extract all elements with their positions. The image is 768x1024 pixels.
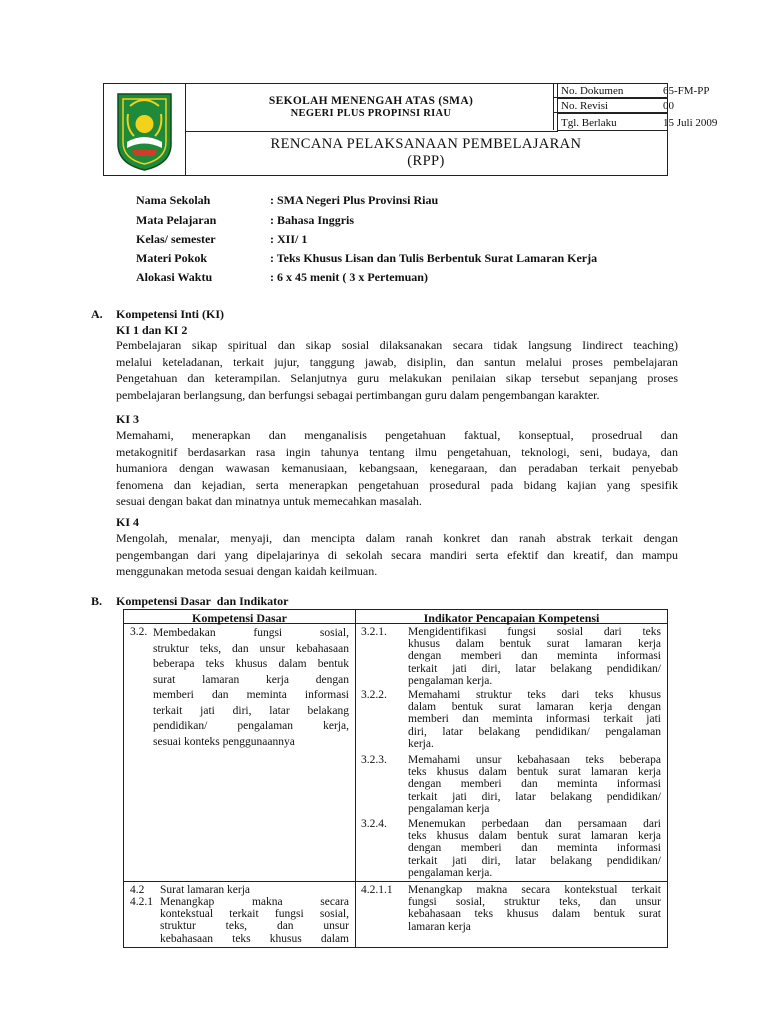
identity-label: Materi Pokok: [136, 251, 207, 265]
kd-line: kebahasaan teks khusus dalam: [160, 932, 349, 945]
paragraph-line: metakognitif berdasarkan rasa ingin tahunya tentang ilmu pengetahuan, teknologi, seni, budaya, dan: [116, 444, 678, 459]
section-b-letter: B.: [91, 594, 103, 608]
identity-value: : 6 x 45 menit ( 3 x Pertemuan): [270, 270, 428, 284]
paragraph-line: Memahami, menerapkan dan menganalisis pengetahuan faktual, konseptual, prosedrual dan: [116, 428, 678, 442]
meta-divider-row: [554, 83, 668, 98]
meta-label: No. Revisi: [561, 100, 609, 112]
identity-label: Nama Sekolah: [136, 193, 211, 207]
identity-row: [136, 251, 696, 271]
indicator-line: diri, latar belakang pendidikan/ pengalaman: [408, 725, 661, 738]
paragraph-line: menggunakan metoda sesuai dengan kaidah keilmuan.: [116, 564, 378, 578]
identity-row: [136, 232, 696, 252]
meta-divider-row: [554, 98, 668, 113]
kd-line: surat lamaran kerja dengan: [153, 673, 349, 686]
kd-number: 4.2.1: [130, 896, 153, 908]
identity-label: Alokasi Waktu: [136, 270, 213, 284]
indicator-line: dengan memberi dan meminta informasi: [408, 778, 661, 791]
meta-label: Tgl. Berlaku: [561, 117, 617, 129]
indicator-line: terkait jati diri, latar belakang pendidikan/: [408, 662, 661, 675]
paragraph-line: humaniora dengan wawasan kemanusiaan, kebangsaan, kenegaraan, dan peradaban terkait penyebab: [116, 461, 678, 475]
table-header-indikator: Indikator Pencapaian Kompetensi: [423, 611, 600, 625]
indicator-line: fungsi sosial, struktur teks, dan unsur: [408, 896, 661, 909]
section-a-letter: A.: [91, 307, 103, 321]
indicator-line: memberi dan meminta informasi terkait jati: [408, 713, 661, 726]
indicator-line: kebahasaan teks khusus dalam bentuk surat: [408, 908, 661, 921]
school-name-cell: [185, 84, 558, 132]
document-title: RENCANA PELAKSANAAN PEMBELAJARAN: [270, 136, 582, 152]
indicator-line: dengan memberi dan meminta informasi: [408, 650, 661, 663]
indicator-text: [408, 754, 661, 815]
meta-value: 00: [663, 100, 674, 112]
kd-line: memberi dan meminta informasi: [153, 689, 349, 701]
section-a-title: Kompetensi Inti (KI): [116, 307, 224, 321]
ki12-title: KI 1 dan KI 2: [116, 323, 188, 337]
kd-number: 4.2: [130, 884, 145, 896]
indicator-line: Memahami unsur kebahasaan teks beberapa: [408, 754, 661, 766]
indicator-line: terkait jati diri, latar belakang pendidikan/: [408, 854, 661, 867]
indicator-number: 4.2.1.1: [361, 884, 393, 896]
identity-row: [136, 213, 696, 233]
meta-label: No. Dokumen: [561, 85, 624, 97]
paragraph-line: pembelajaran berlangsung, dan berfungsi sebagai pertimbangan guru dalam pengembangan karakter.: [116, 387, 600, 402]
identity-value: : SMA Negeri Plus Provinsi Riau: [270, 193, 439, 207]
indicator-line: Menemukan perbedaan dan persamaan dari: [408, 818, 661, 830]
paragraph-line: melalui keteladanan, terkait jujur, tanggung jawab, disiplin, dan santun melalui proses pembelajaran: [116, 354, 678, 369]
ki12-paragraph: [116, 337, 678, 403]
kd-line: kontekstual terkait fungsi sosial,: [160, 908, 349, 921]
indicator-text: [408, 818, 661, 879]
meta-row-berlaku: [557, 114, 718, 131]
kd-line: struktur teks, dan unsur: [160, 920, 349, 933]
indicator-line: khusus dalam bentuk surat lamaran kerja: [408, 638, 661, 651]
kd-text: [160, 896, 349, 945]
ki3-title: KI 3: [116, 412, 140, 426]
indicator-number: 3.2.1.: [361, 626, 387, 638]
riau-emblem-logo: [104, 84, 185, 175]
ki4-title: KI 4: [116, 515, 140, 529]
kd-line: terkait jati diri, latar belakang: [153, 704, 349, 717]
indicator-line: pengalaman kerja.: [408, 866, 493, 879]
paragraph-line: pengembangan dari yang dipelajarinya di sekolah secara mandiri serta efektif dan kreatif, dan mampu: [116, 547, 678, 562]
meta-value: 65-FM-PP: [663, 85, 710, 97]
identity-label: Mata Pelajaran: [136, 213, 217, 227]
paragraph-line: Pembelajaran sikap spiritual dan sikap sosial dilaksanakan secara tidak langsung Iindirect teaching): [116, 338, 678, 352]
logo-cell: [104, 84, 186, 175]
indicator-line: pengalaman kerja: [408, 802, 490, 815]
kd-line: beberapa teks khusus dalam bentuk: [153, 658, 349, 670]
indicator-line: dengan memberi dan meminta informasi: [408, 842, 661, 855]
identity-label: Kelas/ semester: [136, 232, 216, 246]
indicator-line: pengalaman kerja.: [408, 674, 493, 687]
indicator-line: terkait jati diri, latar belakang pendidikan/: [408, 790, 661, 803]
ki4-paragraph: [116, 530, 678, 580]
kd-line: struktur teks, dan unsur kebahasaan: [153, 642, 349, 655]
school-name-line1: SEKOLAH MENENGAH ATAS (SMA): [268, 95, 474, 107]
document-title-cell: [185, 131, 667, 175]
kd-number: 3.2.: [130, 626, 148, 638]
table-header-kd: Kompetensi Dasar: [192, 611, 287, 625]
indicator-line: lamaran kerja: [408, 920, 471, 933]
identity-value: : XII/ 1: [270, 232, 308, 246]
indicator-number: 3.2.3.: [361, 754, 387, 766]
document-subtitle: (RPP): [407, 153, 445, 169]
kd-line: pendidikan/ pengalaman kerja,: [153, 720, 349, 732]
identity-row: [136, 270, 696, 290]
indicator-text: [408, 689, 661, 750]
indicator-text: [408, 884, 661, 933]
table-row-divider: [124, 881, 667, 882]
indicator-line: teks khusus dalam bentuk surat lamaran kerja: [408, 830, 661, 843]
table-column-divider: [355, 610, 356, 947]
school-name-line2: NEGERI PLUS PROPINSI RIAU: [290, 108, 452, 119]
indicator-text: [408, 626, 661, 687]
kd-text: [153, 626, 349, 750]
kd-text: Surat lamaran kerja: [160, 884, 251, 896]
indicator-line: dalam bentuk surat lamaran kerja dengan: [408, 701, 661, 714]
identity-value: : Bahasa Inggris: [270, 213, 355, 227]
indicator-line: Mengidentifikasi fungsi sosial dari teks: [408, 626, 661, 638]
identity-value: : Teks Khusus Lisan dan Tulis Berbentuk Surat Lamaran Kerja: [270, 251, 598, 265]
paragraph-line: sesuai dengan bakat dan minatnya untuk memecahkan masalah.: [116, 494, 422, 508]
identity-row: [136, 193, 696, 213]
indicator-line: Menangkap makna secara kontekstual terkait: [408, 884, 661, 896]
meta-value: 15 Juli 2009: [663, 117, 718, 129]
ki3-paragraph: [116, 427, 678, 510]
kd-line: Membedakan fungsi sosial,: [153, 627, 349, 639]
indicator-line: kerja.: [408, 737, 434, 750]
competency-table: [123, 609, 668, 948]
indicator-number: 3.2.2.: [361, 689, 387, 701]
paragraph-line: fenomena dan kejadian, serta menerapkan pengetahuan prosedural pada bidang kajian yang spesifik: [116, 477, 678, 492]
indicator-line: Memahami struktur teks dari teks khusus: [408, 689, 661, 701]
kd-line: Menangkap makna secara: [160, 896, 349, 908]
paragraph-line: Pengetahuan dan keterampilan. Selanjutnya guru melakukan penilaian sikap tersebut sepanjang proses: [116, 371, 678, 385]
indicator-line: teks khusus dalam bentuk surat lamaran kerja: [408, 766, 661, 779]
section-b-title: Kompetensi Dasar dan Indikator: [116, 594, 289, 608]
paragraph-line: Mengolah, menalar, menyaji, dan mencipta dalam ranah konkret dan ranah abstrak terkait dengan: [116, 531, 678, 545]
indicator-number: 3.2.4.: [361, 818, 387, 830]
kd-line: sesuai konteks penggunaannya: [153, 735, 295, 748]
